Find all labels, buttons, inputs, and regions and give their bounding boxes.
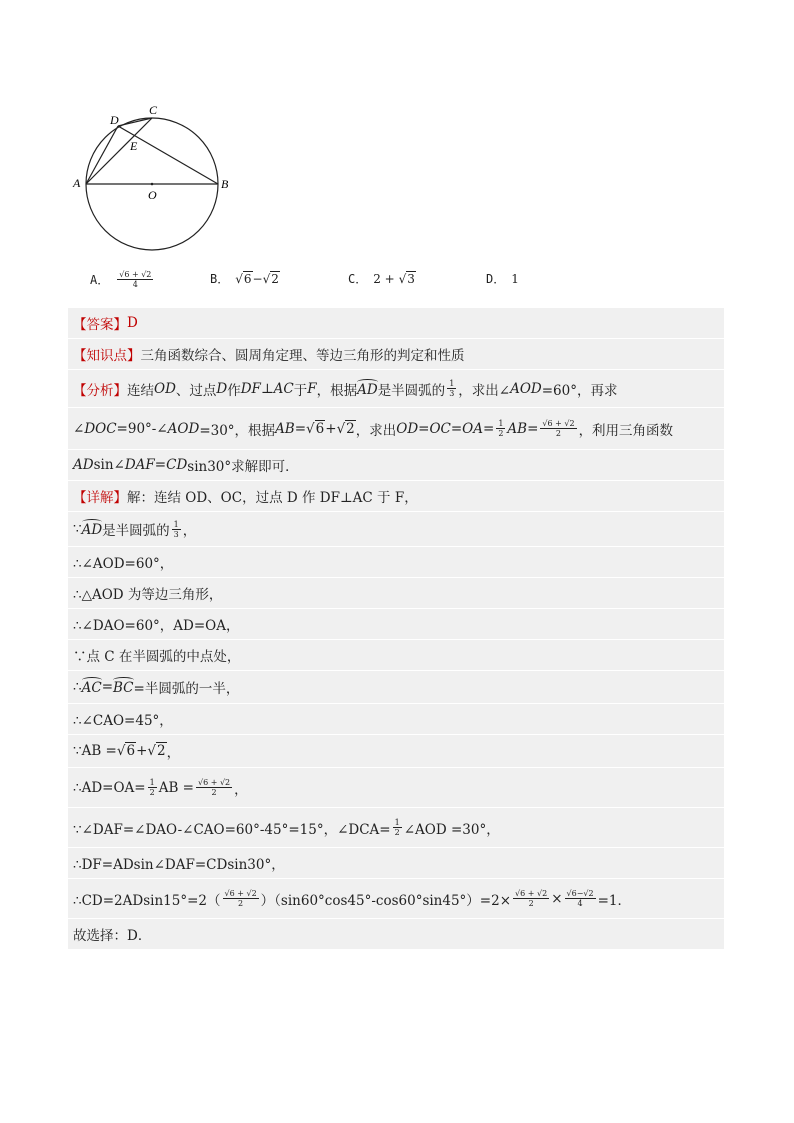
analysis-row-2: ∠ DOC =90°-∠ AOD =30°，根据 AB = √ 6 + √ 2 ，求出 OD=OC=OA= $\frac{1}{2}$ AB = $\frac{√6 + √2}{2}$ ，利用三角函数 <box>68 408 724 450</box>
label-b: B <box>221 177 229 191</box>
detail-row-7: ∴ AC = BC =半圆弧的一半， <box>68 671 724 704</box>
analysis-row-3: AD sin∠ DAF = CD sin30°求解即可． <box>68 450 724 481</box>
choices <box>90 270 650 302</box>
detail-row-3: ∴∠AOD=60°， <box>68 547 724 578</box>
choice-d-label: D． <box>486 272 506 286</box>
choice-c-expr: 2 + √3 <box>373 271 415 286</box>
detail-row-4: ∴△AOD 为等边三角形， <box>68 578 724 609</box>
solution-block <box>68 308 724 950</box>
segment-ac <box>86 118 152 184</box>
choice-a-fraction: $\frac{√6 + √2}{4}$ <box>119 270 152 289</box>
answer-tag: 【答案】 <box>73 317 127 333</box>
knowledge-row <box>68 339 724 370</box>
choice-a[interactable] <box>90 270 155 289</box>
detail-row-12: ∴DF=ADsin∠DAF=CDsin30°， <box>68 848 724 879</box>
choice-d[interactable] <box>486 270 519 287</box>
analysis-row-1: 【分析】 连结 OD 、过点 D 作 DF ⊥ AC 于 F ，根据 AD 是半圆弧的 $\frac{1}{3}$ ，求出∠ AOD =60°，再求 <box>68 370 724 408</box>
detail-row-1: 【详解】 解：连结 OD、OC，过点 D 作 DF⊥AC 于 F， <box>68 481 724 512</box>
choice-b-label: B． <box>210 272 230 286</box>
detail-row-5: ∴∠DAO=60°，AD=OA， <box>68 609 724 640</box>
choice-c-label: C． <box>348 272 368 286</box>
arc-ad: AD <box>357 381 378 398</box>
label-a: A <box>73 176 81 190</box>
detail-row-9: ∵AB = √ 6 + √ 2 ， <box>68 735 724 768</box>
label-e: E <box>130 139 138 153</box>
geometry-figure <box>68 100 248 258</box>
detail-row-8: ∴∠CAO=45°， <box>68 704 724 735</box>
label-d: D <box>110 113 119 127</box>
detail-row-2: ∵ AD 是半圆弧的 $\frac{1}{3}$ ， <box>68 512 724 547</box>
answer-value: D <box>127 315 138 331</box>
label-o: O <box>148 188 157 202</box>
segment-ad <box>86 126 118 184</box>
choice-a-label: A． <box>90 273 110 287</box>
detail-row-11: ∵∠DAF=∠DAO-∠CAO=60°-45°=15°，∠DCA= $\frac{1}{2}$ ∠AOD =30°， <box>68 808 724 848</box>
choice-b[interactable] <box>210 270 280 287</box>
answer-row <box>68 308 724 339</box>
choice-b-expr: √6−√2 <box>235 271 279 286</box>
choice-c[interactable] <box>348 270 416 287</box>
knowledge-tag: 【知识点】 <box>73 348 141 364</box>
knowledge-text: 三角函数综合、圆周角定理、等边三角形的判定和性质 <box>140 348 465 364</box>
segment-dc <box>118 118 152 126</box>
detail-row-13: ∴CD=2ADsin15°=2（ $\frac{√6 + √2}{2}$ ）（sin60°cos45°-cos60°sin45°）=2× $\frac{√6 + √2}{2}$ × $\frac{√6-√2}{4}$ =1． <box>68 879 724 919</box>
detail-row-6: ∵点 C 在半圆弧的中点处， <box>68 640 724 671</box>
label-c: C <box>149 103 158 117</box>
center-dot <box>151 183 154 186</box>
detail-row-14: 故选择：D． <box>68 919 724 950</box>
choice-d-value: 1 <box>511 271 519 286</box>
detail-row-10: ∴AD=OA= $\frac{1}{2}$ AB = $\frac{√6 + √2}{2}$ ， <box>68 768 724 808</box>
segment-bd <box>118 126 218 184</box>
